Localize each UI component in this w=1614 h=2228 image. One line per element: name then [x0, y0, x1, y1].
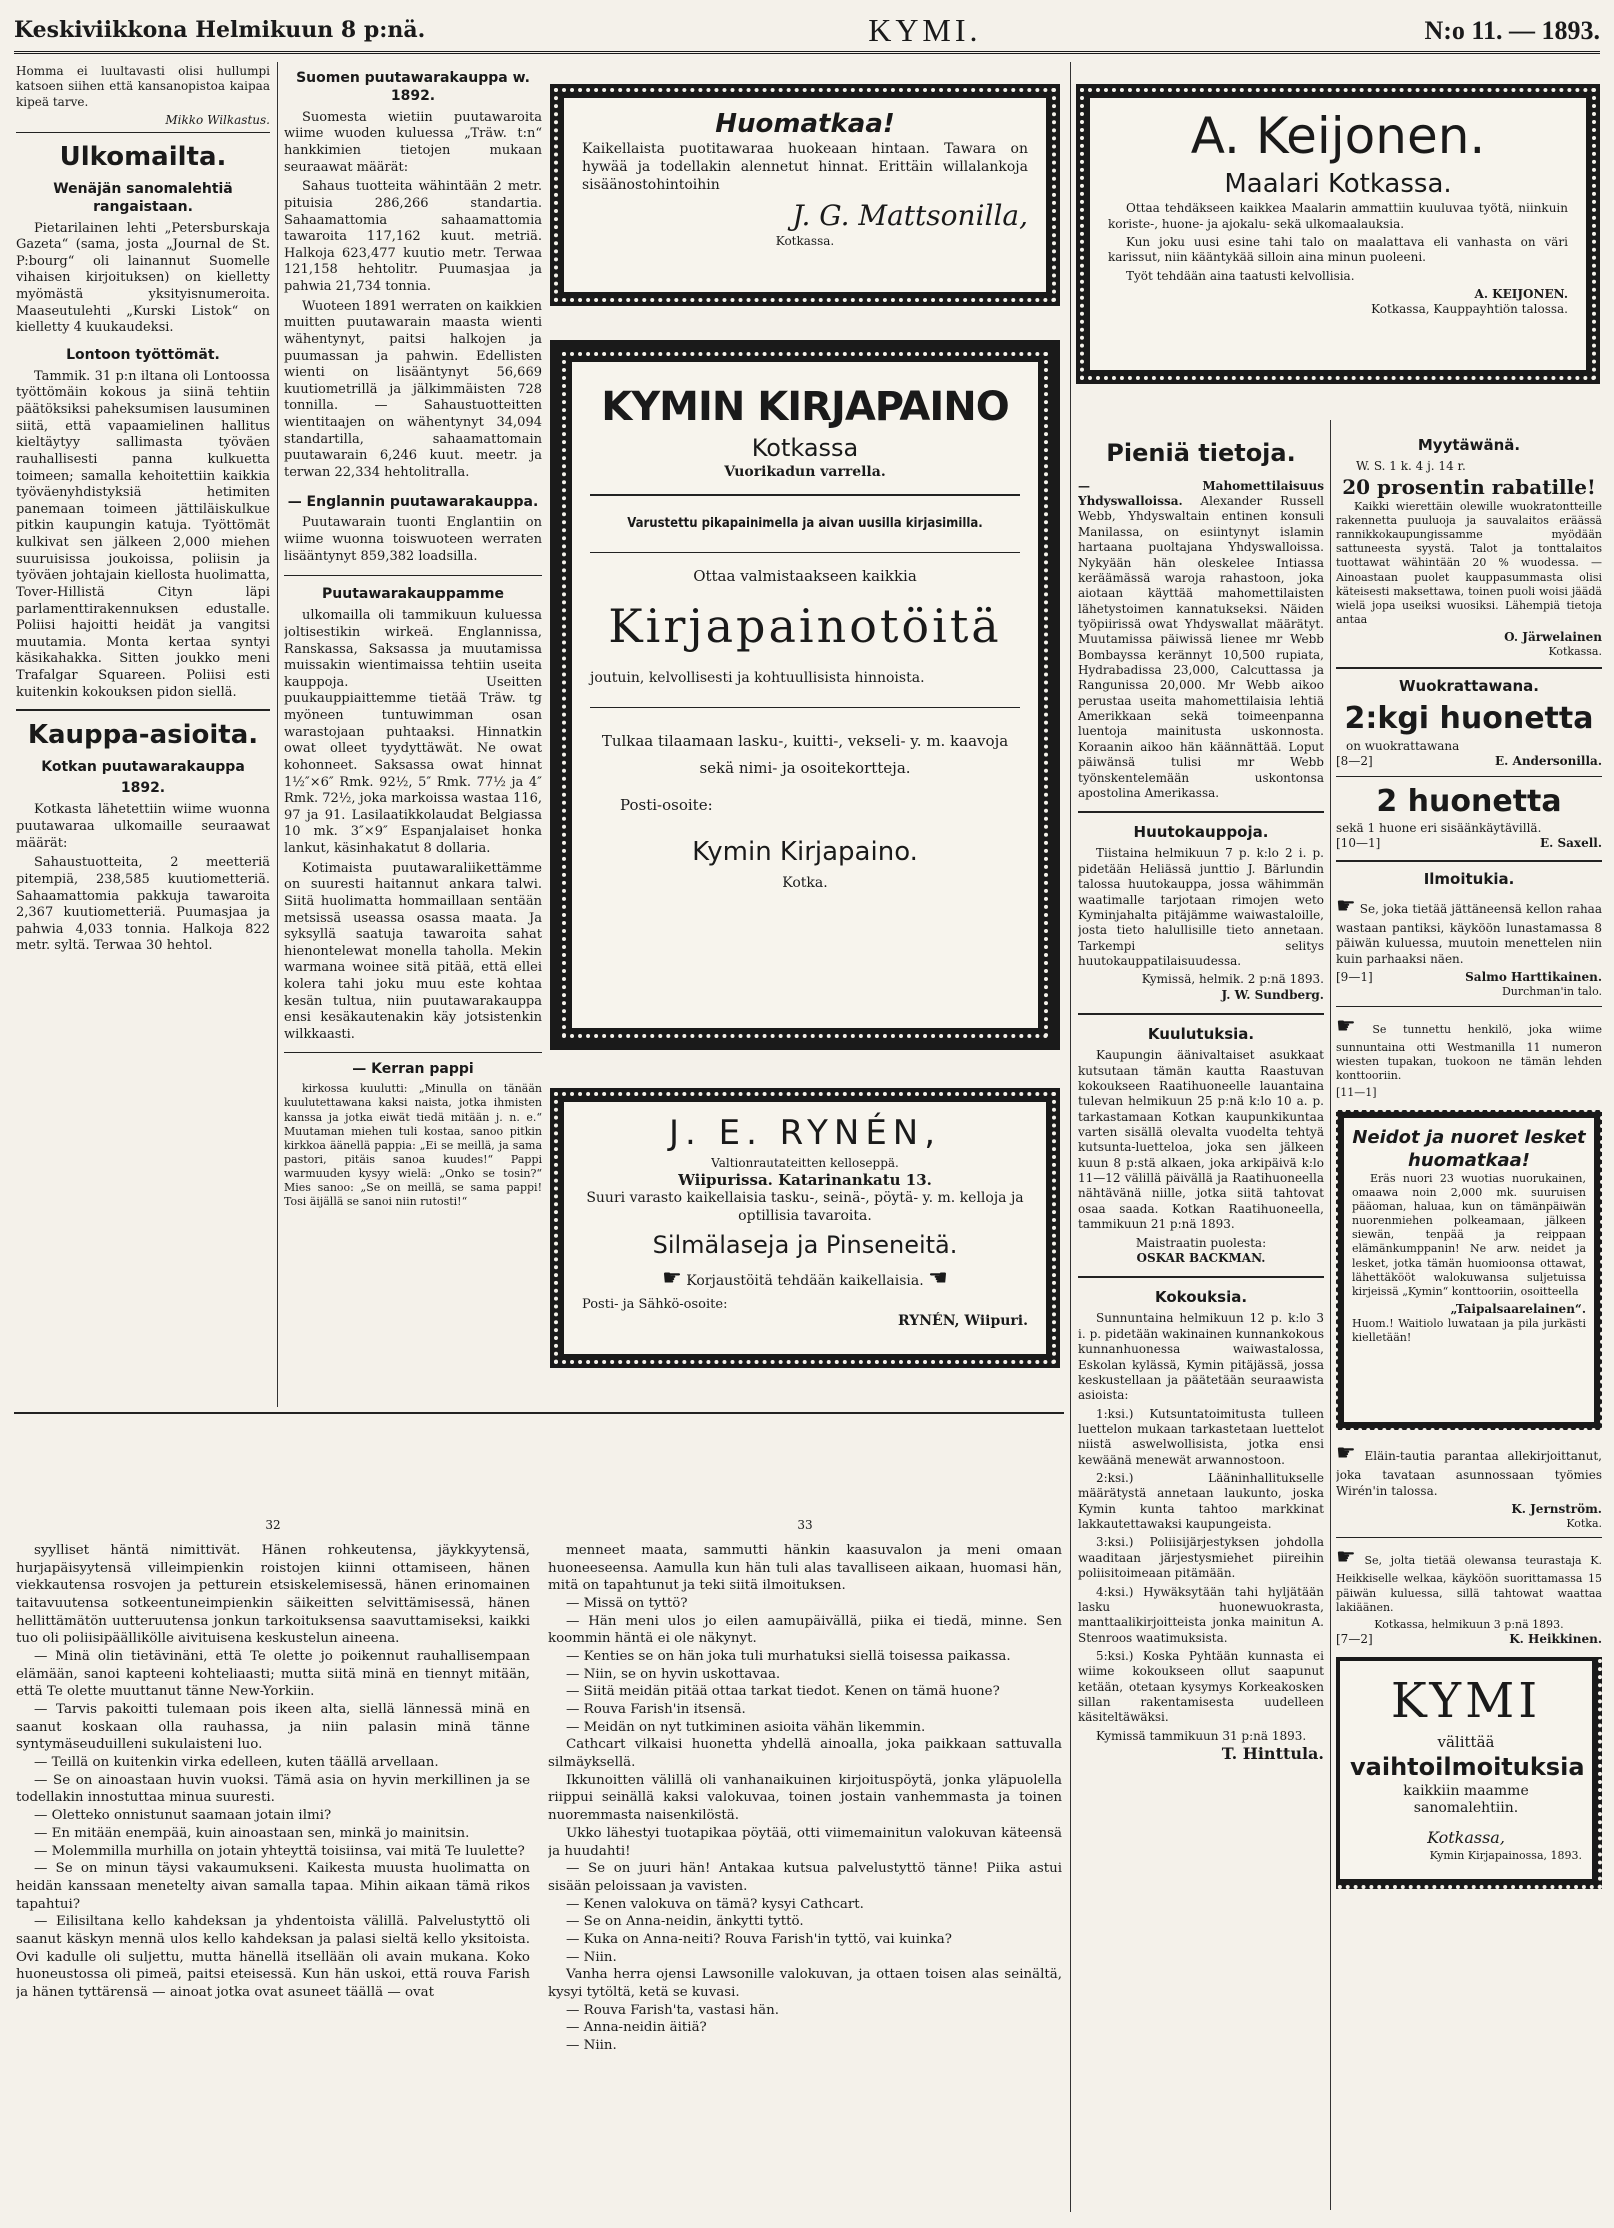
kirjapaino-addr-name: Kymin Kirjapaino.	[692, 836, 918, 867]
kokouksia-item-4: 4:ksi.) Hywäksytään tahi hyljätään lasku huonewuokrasta, manttaalikirjoitteista jonka mainitun A. Stenroos waatimuksista.	[1078, 1584, 1324, 1645]
intro-text: Homma ei luultavasti olisi hullumpi katsoen siihen että kansanopistoa kaipaa kipeä tarve.	[16, 64, 270, 109]
heading-ulkomailta: Ulkomailta.	[59, 142, 227, 173]
article-englannin: Puutawarain tuonti Englantiin on wiime wuonna toiswuoteen werraten lisääntynyt 859,382 loadsilla.	[284, 515, 542, 564]
heading-kuulutuksia: Kuulutuksia.	[1147, 1025, 1255, 1044]
pienia-lead: — Mahomettilaisuus Yhdyswalloissa.	[1078, 478, 1324, 509]
story-paragraph: Ikkunoitten välillä oli vanhanaikuinen kirjoituspöytä, jonka yläpuolella riippui seinällä kaksi valokuvaa, toinen jostain vanhemmasta ja toinen nuoremmasta naisenkilöstä.	[548, 1772, 1062, 1824]
heikkinen-signature: K. Heikkinen.	[1509, 1631, 1602, 1646]
rynen-post-label: Posti- ja Sähkö-osoite:	[582, 1296, 728, 1312]
kuulutuksia-body: Kaupungin äänivaltaiset asukkaat kutsutaan tämän kautta Raastuvan kokoukseen Raatihuoneelle lauantaina tulevan helmikuun 25 p:nä k:lo 10 a. p. tarkastamaan Kotkan kaupunkikuntaa varten sisällä olevalta vuodelta tehtyä kutsunta-luetteloa, joka sen jälkeen kuun 8 p:stä alkaen, joka arkipäivä k:lo 11—12 välillä päivällä ja Raatihuoneella nähtävänä niille, jotka siitä tahtovat osaa saada. Kotkan Raatihuoneella, tammikuun 21 p:nä 1893.	[1078, 1048, 1324, 1232]
column-4	[1078, 430, 1324, 2220]
neidot-signature: „Taipalsaarelainen“.	[1450, 1301, 1586, 1316]
story-page-right: 33	[797, 1518, 813, 1532]
story-paragraph: — Hän meni ulos jo eilen aamupäivällä, piika ei tiedä, minne. Sen koommin häntä ei ole näkynyt.	[548, 1613, 1062, 1647]
ad-huomatkaa	[550, 84, 1060, 306]
masthead	[14, 10, 1600, 54]
story-paragraph: — Kenties se on hän joka tuli murhatuksi siellä toisessa paikassa.	[566, 1648, 1011, 1664]
myytavana-lead: W. S. 1 k. 4 j. 14 r.	[1356, 459, 1466, 474]
pointing-hand-icon: ☛	[1336, 893, 1356, 919]
kirjapaino-lead: Ottaa valmistaakseen kaikkia	[693, 567, 917, 586]
kokouksia-item-2: 2:ksi.) Lääninhallitukselle määrätystä annetaan laukunto, joska Kymin kunta tahtoo markkinat lakkautettawaksi kaupungeista.	[1078, 1471, 1324, 1532]
keijonen-signature: A. KEIJONEN.	[1474, 287, 1568, 302]
wuokrattawana-sig-1: E. Andersonilla.	[1495, 754, 1602, 769]
kirjapaino-tagline: Varustettu pikapainimella ja aivan uusilla kirjasimilla.	[627, 515, 983, 531]
wuokrattawana-line-1: on wuokrattawana	[1346, 738, 1460, 753]
pointing-hand-icon: ☛	[1336, 1441, 1356, 1467]
keijonen-body-2: Kun joku uusi esine tahi talo on maalattava eli vanhasta on väri karissut, niin kääntykää silloin aina minun puoleeni.	[1108, 234, 1568, 265]
story-paragraph: — Missä on tyttö?	[566, 1595, 688, 1611]
kirjapaino-addr-label: Posti-osoite:	[620, 796, 713, 815]
column-5	[1336, 430, 1602, 2220]
article-venaja: Pietarilainen lehti „Petersburskaja Gazeta“ (sama, josta „Journal de St. P:bourg“ oli lainannut Suomelle vihaisen kirjoituksen) on kielletty myömästä yksityisnumeroita. Maaseutulehti „Kurski Listok“ on kielletty 4 kuukaudeksi.	[16, 220, 270, 336]
kymi-line-1: välittää	[1437, 1732, 1495, 1751]
kuulutuksia-sig-1: Maistraatin puolesta:	[1135, 1235, 1267, 1250]
rynen-address: Wiipurissa. Katarinankatu 13.	[678, 1170, 932, 1189]
heading-kotkan: Kotkan puutawarakauppa	[41, 758, 245, 775]
kymi-line-3: kaikkiin maamme sanomalehtiin.	[1403, 1782, 1529, 1817]
heading-myytavana: Myytäwänä.	[1417, 436, 1521, 454]
myytavana-body: Kaikki wierettäin olewille wuokratontteille rakennetta puuluoja ja sauvalaitos eräässä rannikkokaupungissamme myödään sattuneesta syystä. Talot ja tonttalaitos tuottawat wähintään 20 % wuodessa. — Ainoastaan puolet kauppasummasta olisi käteisesti maksettawa, toinen puoli woisi jäädä wielä jopa useiksi wuosiksi. Lähempiä tietoja antaa	[1336, 500, 1602, 626]
column-rule	[1330, 420, 1331, 2210]
myytavana-big: 20 prosentin rabatille!	[1342, 474, 1596, 499]
rynen-post-name: RYNÉN, Wiipuri.	[898, 1313, 1028, 1330]
heading-kauppa: Kauppa-asioita.	[27, 720, 259, 751]
neidot-note: Huom.! Waitiolo luwataan ja pila jurkästi kielletään!	[1352, 1317, 1586, 1345]
story-paragraph: — Se on juuri hän! Antakaa kutsua palvelustyttö tänne! Piika astui sisään peloissaan ja vavisten.	[548, 1861, 1062, 1894]
kokouksia-sig-name: T. Hinttula.	[1221, 1744, 1324, 1764]
story-paragraph: — Eilisiltana kello kahdeksan ja yhdentoista välillä. Palvelustyttö oli saanut käskyn mennä ulos kello kahdeksan ja palasi sieltä kello yksitoista. Ovi kadulle oli suljettu, mutta hänellä itsellään oli avain mukana. Koko huoneustossa oli pimeä, paitsi eteisessä. Kun hän uskoi, että rouva Farish ja hänen tyttärensä — ainoat jotka ovat asuneet täällä — ovat	[16, 1914, 530, 2001]
story-paragraph: — Minä olin tietävinäni, että Te olette jo poikennut rauhallisempaan elämään, sanoi kapteeni kohteliaasti; mutta siitä minä en tiennyt mitään, että Te olette muuttanut tänne New-Yorkiin.	[16, 1648, 530, 1700]
kymi-signature-2: Kymin Kirjapainossa, 1893.	[1429, 1848, 1582, 1862]
story-paragraph: — En mitään enempää, kuin ainoastaan sen, minkä jo mainitsin.	[34, 1825, 470, 1841]
heikkinen-body: Se, jolta tietää olewansa teurastaja K. Heikkiselle welkaa, käyköön suorittamassa 15 päiwän kuluessa, sillä tahtowat waattaa lakiäänen.	[1336, 1554, 1602, 1614]
ad-kirjapaino	[550, 340, 1060, 1050]
article-suomen-3: Wuoteen 1891 werraten on kaikkien muitten puutawarain maasta wienti wähentynyt, paitsi halkojen ja puumassan ja pahwin. Edellisten wienti on lisääntynyt 56,669 kuutiometrillä ja jälkimmäisten 728 tonnilla. — Sahaustuotteitten wientitaajen on wähentynyt 34,094 standartilla, sahaamattomain puutawarain 6,246 kuut. meetr. ja terwan 22,334 hehtolitralla.	[284, 298, 542, 480]
kirjapaino-street: Vuorikadun varrella.	[724, 463, 886, 480]
story-paragraph: — Niin, se on hyvin uskottavaa.	[566, 1666, 781, 1682]
story-paragraph: — Teillä on kuitenkin virka edelleen, kuten täällä arvellaan.	[34, 1755, 439, 1771]
column-1	[16, 64, 270, 1409]
rynen-repair: Korjaustöitä tehdään kaikellaisia.	[686, 1272, 924, 1289]
column-rule	[1070, 62, 1071, 2212]
kokouksia-item-3: 3:ksi.) Poliisijärjestyksen johdolla waaditaan järjestysmiehet piireihin poliisitoimeaan pitämään.	[1078, 1535, 1324, 1581]
heading-suomen: Suomen puutawarakauppa w. 1892.	[296, 70, 530, 104]
kokouksia-item-1: 1:ksi.) Kutsuntatoimitusta tulleen luettelon mukaan tarkastetaan luettelot niistä aswelwollisista, jotka ensi kewäänä menewät arwannostoon.	[1078, 1406, 1324, 1467]
heading-venaja: Wenäjän sanomalehtiä rangaistaan.	[53, 180, 233, 215]
keijonen-address: Kotkassa, Kauppayhtiön talossa.	[1371, 302, 1568, 317]
story-paragraph: — Meidän on nyt tutkiminen asioita vähän likemmin.	[566, 1719, 926, 1735]
pointing-hand-icon: ☚	[928, 1265, 948, 1291]
story-right-column	[548, 1518, 1062, 2218]
kirjapaino-title: KYMIN KIRJAPAINO	[601, 384, 1009, 430]
kuulutuksia-sig-2: OSKAR BACKMAN.	[1136, 1250, 1266, 1265]
article-puuta-2: Kotimaista puutawaraliikettämme on suuresti haitannut ankara talwi. Siitä huolimatta hommaillaan sentään metsissä useassa osassa maata. Ja syksyllä saatuja tawaroita sahat hienontelewat monella taholla. Mekin warmana woinee sitä pitää, että ellei kolera tahi joku muu este kohtaa kesän tultua, niin puutawarakauppa ensi kesäkautenakin käy jotsistenkin wilkkaasti.	[284, 860, 542, 1042]
myytavana-sig: O. Järwelainen	[1504, 629, 1602, 644]
heikkinen-sig-place: Kotkassa, helmikuun 3 p:nä 1893.	[1374, 1617, 1564, 1631]
rynen-title: Valtionrautateitten kelloseppä.	[711, 1155, 899, 1170]
article-kotkan: Kotkasta lähetettiin wiime wuonna puutawaraa ulkomaille seuraawat määrät:	[16, 802, 270, 851]
article-kotkan-2: Sahaustuotteita, 2 meetteriä pitempiä, 238,585 kuutiometteriä. Sahaamattomia pakkuja tawaroita 2,367 kuutiometteriä. Puumasjaa ja pahwia 4,033 tonnia. Halkoja 822 metr. syltä. Terwaa 30 hehtol.	[16, 855, 270, 954]
story-left-column	[16, 1518, 530, 2218]
kymi-signature: Kotkassa,	[1427, 1828, 1505, 1848]
pointing-hand-icon: ☛	[662, 1265, 682, 1291]
story-paragraph: — Anna-neidin äitiä?	[566, 2020, 707, 2036]
column-2	[284, 64, 542, 1409]
huomatkaa-name: J. G. Mattsonilla,	[792, 198, 1028, 232]
rynen-big: Silmälaseja ja Pinseneitä.	[652, 1230, 958, 1259]
heading-ilmoitus: Ilmoitukia.	[1423, 869, 1515, 888]
wuokrattawana-big-1: 2:kgi huonetta	[1344, 701, 1594, 737]
story-paragraph: Vanha herra ojensi Lawsonille valokuvan, ja ottaen toisen alas seinältä, kysyi tytöltä, ketä se kuvasi.	[548, 1967, 1062, 2001]
keijonen-title: Maalari Kotkassa.	[1224, 169, 1452, 199]
story-page-left: 32	[265, 1518, 281, 1532]
story-paragraph: — Molemmilla murhilla on jotain yhteyttä toisiinsa, vai mitä Te luulette?	[34, 1843, 525, 1859]
elain-signature-2: Kotka.	[1566, 1517, 1602, 1531]
ad-neidot	[1336, 1110, 1602, 1430]
masthead-date: Keskiviikkona Helmikuun 8 p:nä.	[14, 17, 426, 44]
ad-kymi	[1336, 1657, 1602, 1889]
article-suomen: Suomesta wietiin puutawaroita wiime wuoden kuluessa „Träw. t:n“ hankkimien tietojen mukaan seuraawat määrät:	[284, 109, 542, 175]
heading-kokouksia: Kokouksia.	[1154, 1288, 1248, 1307]
kymi-line-2: vaihtoilmoituksia	[1350, 1752, 1585, 1781]
wuokrattawana-ref-2: [10—1]	[1336, 836, 1381, 851]
article-puuta: ulkomailla oli tammikuun kuluessa joltisestikin wirkeä. Englannissa, Ranskassa, Saksassa ja muutamissa muissakin wientimaissa tehtiin useita kauppoja. Useitten puukauppiaittemme tietää Träw. tg myöneen tuntuwimman osan warastojaan puhtaaksi. Hinnatkin owat olleet tyydyttäwät. Ne owat kohonneet. Saksassa owat hinnat 1½″×6″ Rmk. 92½, 5″ Rmk. 77½ ja 4″ Rmk. 72½, joka markoissa wastaa 116, 97 ja 91. Lasilaatikkolaudat Belgiassa 10 mk. 3″×9″ Espanjalaiset honka lankut, käsinhakatut 8 dollaria.	[284, 608, 542, 856]
rynen-name: J. E. RYNÉN,	[668, 1113, 942, 1153]
heading-kerran: — Kerran pappi	[352, 1060, 474, 1077]
heading-puuta: Puutawarakauppamme	[322, 586, 504, 603]
story-paragraph: — Se on minun täysi vakaumukseni. Kaikesta muusta huolimatta on heidän kanssaan menetelty aivan samalla tapaa. Mihin aikaan tämä rikos tapahtui?	[16, 1861, 530, 1912]
ilmoitus-ref-1: [9—1]	[1336, 970, 1373, 985]
heikkinen-ref: [7—2]	[1336, 1631, 1373, 1646]
heading-kotkan-year: 1892.	[120, 780, 166, 797]
ilmoitus-ref-2: [11—1]	[1336, 1085, 1377, 1099]
intro-signature: Mikko Wilkastus.	[165, 113, 270, 128]
ad-rynen	[550, 1088, 1060, 1368]
heading-wuokrattawana: Wuokrattawana.	[1399, 677, 1539, 696]
kokouksia-sig-place: Kymissä tammikuun 31 p:nä 1893.	[1096, 1728, 1307, 1743]
keijonen-body: Ottaa tehdäkseen kaikkea Maalarin ammattiin kuuluvaa työtä, niinkuin koriste-, huone- ja ajokalu- sekä ulkomaalauksia.	[1108, 201, 1568, 231]
kirjapaino-addr-city: Kotka.	[782, 874, 828, 891]
heading-englannin: — Englannin puutawarakauppa.	[287, 493, 539, 510]
kirjapaino-city: Kotkassa	[751, 434, 859, 463]
story-paragraph: — Kuka on Anna-neiti? Rouva Farish'in tyttö, vai kuinka?	[566, 1931, 952, 1947]
huutokauppoja-sig-place: Kymissä, helmik. 2 p:nä 1893.	[1141, 972, 1324, 987]
wuokrattawana-line-2: sekä 1 huone eri sisäänkäytävillä.	[1336, 820, 1542, 835]
heading-pienia: Pieniä tietoja.	[1106, 439, 1296, 467]
huutokauppoja-sig-name: J. W. Sundberg.	[1221, 987, 1324, 1002]
keijonen-name: A. Keijonen.	[1190, 107, 1486, 165]
huutokauppoja-body: Tiistaina helmikuun 7 p. k:lo 2 i. p. pidetään Heliässä junttio J. Bärlundin talossa huutokauppa, jossa wähimmän waatimalle tarjotaan rimojen weto Kyminjahalta pitäjämme waiwastaloille, josta tieto halullisille tieto annetaan. Tarkempi selitys huutokauppatilaisuudessa.	[1078, 846, 1324, 968]
ilmoitus-sig-1: Salmo Harttikainen.	[1465, 970, 1602, 985]
article-kerran: kirkossa kuulutti: „Minulla on tänään kuulutettawana kaksi naista, jotka ihmisten kanssa ja jotka eiwät tiedä mitään j. n. e.“ Muutaman miehen tuli kostaa, sanoo pitkin kirkkoa äänellä pappia: „Ei se meillä, ja sama pastori, pitäis sanoa kuudes!“ Pappi warmuuden kysyy wielä: „Onko se tosin?“ Mies sanoo: „Se on meillä, se sama pappi! Tosi äijällä se sanoi niin rutosti!“	[284, 1082, 542, 1209]
myytavana-sig-2: Kotkassa.	[1548, 645, 1602, 659]
kirjapaino-big: Kirjapainotöitä	[608, 598, 1002, 653]
masthead-title: KYMI.	[868, 12, 982, 49]
wuokrattawana-big-2: 2 huonetta	[1376, 783, 1562, 819]
story-separator	[14, 1412, 1064, 1414]
kokouksia-body: Sunnuntaina helmikuun 12 p. k:lo 3 i. p. pidetään wakinainen kunnankokous kunnanhuonessa waiwastalossa, Eskolan kylässä, Kymin pitäjässä, jossa keskustellaan ja päätetään seuraawista asioista:	[1078, 1311, 1324, 1403]
kirjapaino-sub: joutuin, kelvollisesti ja kohtuullisista hinnoista.	[590, 669, 925, 686]
story-paragraph: — Se on Anna-neidin, änkytti tyttö.	[566, 1914, 804, 1930]
pienia-body: Alexander Russell Webb, Yhdyswaltain entinen konsuli Manilassa, on esiintynyt islamin hartaana puoltajana Yhdyswalloissa. Nykyään hän oleskelee Intiassa keräämässä waroja rahastoon, joka aiotaan käyttää mahomettilaisten lähetystoimen kannatukseksi. Näiden työpiirissä owat Yhdyswallat määrätyt. Muutamissa päiwissä lienee mr Webb Bombayssa kerännyt 10,500 rupiata, Hydrabadissa 23,000, Calcuttassa ja Rangunissa 20,000. Mr Webb aikoo perustaa useita mahomettilaisia lehtiä Amerikkaan sekä toimeenpanna luentoja mainitusta uskonnosta. Koraanin aikoo hän käännättää. Loput päiwänsä tulisi mr Webb työnskentelemään uskontonsa apostolina Amerikassa.	[1078, 494, 1324, 800]
story-paragraph: Ukko lähestyi tuotapikaa pöytää, otti viimemainitun valokuvan käteensä ja huudahti!	[548, 1825, 1062, 1859]
heading-huutokauppoja: Huutokauppoja.	[1133, 823, 1269, 842]
story-right-text	[548, 1542, 1062, 2055]
elain-signature: K. Jernström.	[1511, 1501, 1602, 1516]
kokouksia-item-5: 5:ksi.) Koska Pyhtään kunnasta ei wiime kokoukseen ollut saapunut ketään, otetaan kysymys Korkeakosken sillan rakentamisesta uudelleen käsiteltäwäksi.	[1078, 1649, 1324, 1725]
huomatkaa-title: Huomatkaa!	[715, 109, 895, 139]
story-paragraph: — Niin.	[566, 2038, 617, 2054]
story-paragraph: — Siitä meidän pitää ottaa tarkat tiedot. Kenen on tämä huone?	[566, 1684, 1000, 1700]
story-paragraph: — Tarvis pakoitti tulemaan pois ikeen alta, siellä lännessä minä en saanut koskaan olla rauhassa, ja niin palasin minä tänne syntymäseuduilleni sukulaisteni luo.	[16, 1702, 530, 1753]
keijonen-body-3: Työt tehdään aina taatusti kelvollisia.	[1126, 268, 1355, 283]
wuokrattawana-sig-2: E. Saxell.	[1539, 836, 1602, 851]
elain-body: Eläin-tautia parantaa allekirjoittanut, joka tavataan asunnossaan työmies Wirén'in talossa.	[1336, 1449, 1602, 1498]
pointing-hand-icon: ☛	[1336, 1013, 1356, 1039]
kymi-title: KYMI	[1390, 1673, 1542, 1730]
column-rule	[277, 62, 278, 1407]
huomatkaa-place: Kotkassa.	[775, 233, 835, 248]
ilmoitus-body-1: Se, joka tietää jättäneensä kellon rahaa wastaan pantiksi, käyköön lunastamassa 8 päiwän kuluessa, muutoin menettelen niin kuin parhaaksi näen.	[1336, 901, 1602, 966]
story-paragraph: — Rouva Farish'ta, vastasi hän.	[566, 2002, 780, 2018]
story-paragraph: menneet maata, sammutti hänkin kaasuvalon ja meni omaan huoneeseensa. Aamulla kun hän tuli alas tavalliseen aikaan, huomasi hän, mitä on tapahtunut ja teki siitä ilmoituksen.	[548, 1542, 1062, 1594]
story-paragraph: — Niin.	[566, 1949, 617, 1965]
story-paragraph: syylliset häntä nimittivät. Hänen rohkeutensa, jäykkyytensä, hurjapäisyytensä villeimpienkin roistojen kiinni ottamiseen, hänen viekkautensa rosvojen ja petturein etsiskelemisessä, hänen erinomainen taitavuutensa sotkeentuneimpienkin säikeitten selvittämisessä, hänen hellittämätön uutteruutensa jonkun tarkoituksensa saavuttamiseksi, kaikki tuo oli poliisipäällikölle aivituisena keskustelun aineena.	[16, 1542, 530, 1647]
story-paragraph: — Rouva Farish'in itsensä.	[566, 1702, 746, 1718]
kirjapaino-order: Tulkaa tilaamaan lasku-, kuitti-, vekseli- y. m. kaavoja sekä nimi- ja osoitekortteja.	[601, 732, 1009, 778]
ilmoitus-body-2: Se tunnettu henkilö, joka wiime sunnuntaina otti Westmanilla 11 numeron wiesten tupakan, tuokoon ne tämän lehden konttooriin.	[1336, 1022, 1602, 1082]
neidot-body: Eräs nuori 23 wuotias nuorukainen, omaawa noin 2,000 mk. suuruisen pääoman, haluaa, kun on tämänpäiwän nuorenmiehen polkeamaan, jälkeen siewän, tenpää ja reippaan elämänkumppanin! Ne arw. neidet ja lesket, jotka tämän huomioonsa ottawat, lähettäkööt walokuwansa suljetuissa kirjeissä „Kymin“ konttooriin, osoitteella	[1352, 1172, 1586, 1298]
article-suomen-2: Sahaus tuotteita wähintään 2 metr. pituisia 286,266 standartia. Sahaamattomia sahaamattomia tawaroita 117,162 kuut. metriä. Halkoja 623,477 kuutio metr. Terwaa 121,158 hehtolitr. Puumasjaa ja pahwia 21,734 tonnia.	[284, 179, 542, 295]
ad-keijonen	[1076, 84, 1600, 384]
wuokrattawana-ref-1: [8—2]	[1336, 754, 1373, 769]
huomatkaa-body: Kaikellaista puotitawaraa huokeaan hintaan. Tawara on hywää ja todellakin alennetut hinnat. Erittäin willalankoja sisäänostohintoihin	[582, 141, 1028, 194]
ilmoitus-sig-1b: Durchman'in talo.	[1501, 985, 1602, 999]
heading-lontoo: Lontoon työttömät.	[66, 346, 220, 363]
story-paragraph: — Oletteko onnistunut saamaan jotain ilmi?	[34, 1808, 332, 1824]
neidot-title: Neidot ja nuoret lesket huomatkaa!	[1352, 1127, 1586, 1172]
story-paragraph: Cathcart vilkaisi huonetta yhdellä ainoalla, joka paikkaan sattuvalla silmäyksellä.	[548, 1737, 1062, 1771]
article-lontoo: Tammik. 31 p:n iltana oli Lontoossa työttömäin kokous ja siinä tehtiin päätöksiksi paheksumisen lausuminen siitä, että vapaamielinen hallitus kieltäytyy sallimasta työväen rauhallisesti panna kulkuetta toimeen; samalla kehoitettiin kaikkia työväenyhdistyksiä hetimiten panemaan toimeen jättiläiskulkue pitkin kaupungin katuja. Työttömät kulkivat sen jälkeen 2,000 miehen suuruisissa joukoissa, poliisin ja työväen johtajain kiellosta huolimatta, Tover-Hillistä Cityn läpi parlamenttirakennuksen edustalle. Poliisi hajoitti heidät ja vangitsi muutamia. Monta kertaa syntyi käsikahakka. Sitten joukko meni Trafalgar Squareen. Poliisi esti kuitenkin kokouksen pidon siellä.	[16, 368, 270, 700]
story-paragraph: — Kenen valokuva on tämä? kysyi Cathcart.	[566, 1896, 864, 1912]
rynen-body: Suuri varasto kaikellaisia tasku-, seinä-, pöytä- y. m. kelloja ja optillisia tavaroita.	[586, 1190, 1024, 1224]
pointing-hand-icon: ☛	[1336, 1545, 1356, 1571]
story-left-text	[16, 1542, 530, 2002]
masthead-issue: N:o 11. — 1893.	[1424, 15, 1600, 45]
story-paragraph: — Se on ainoastaan huvin vuoksi. Tämä asia on hyvin merkillinen ja se todellakin innostuttaa minua suuresti.	[16, 1772, 530, 1806]
